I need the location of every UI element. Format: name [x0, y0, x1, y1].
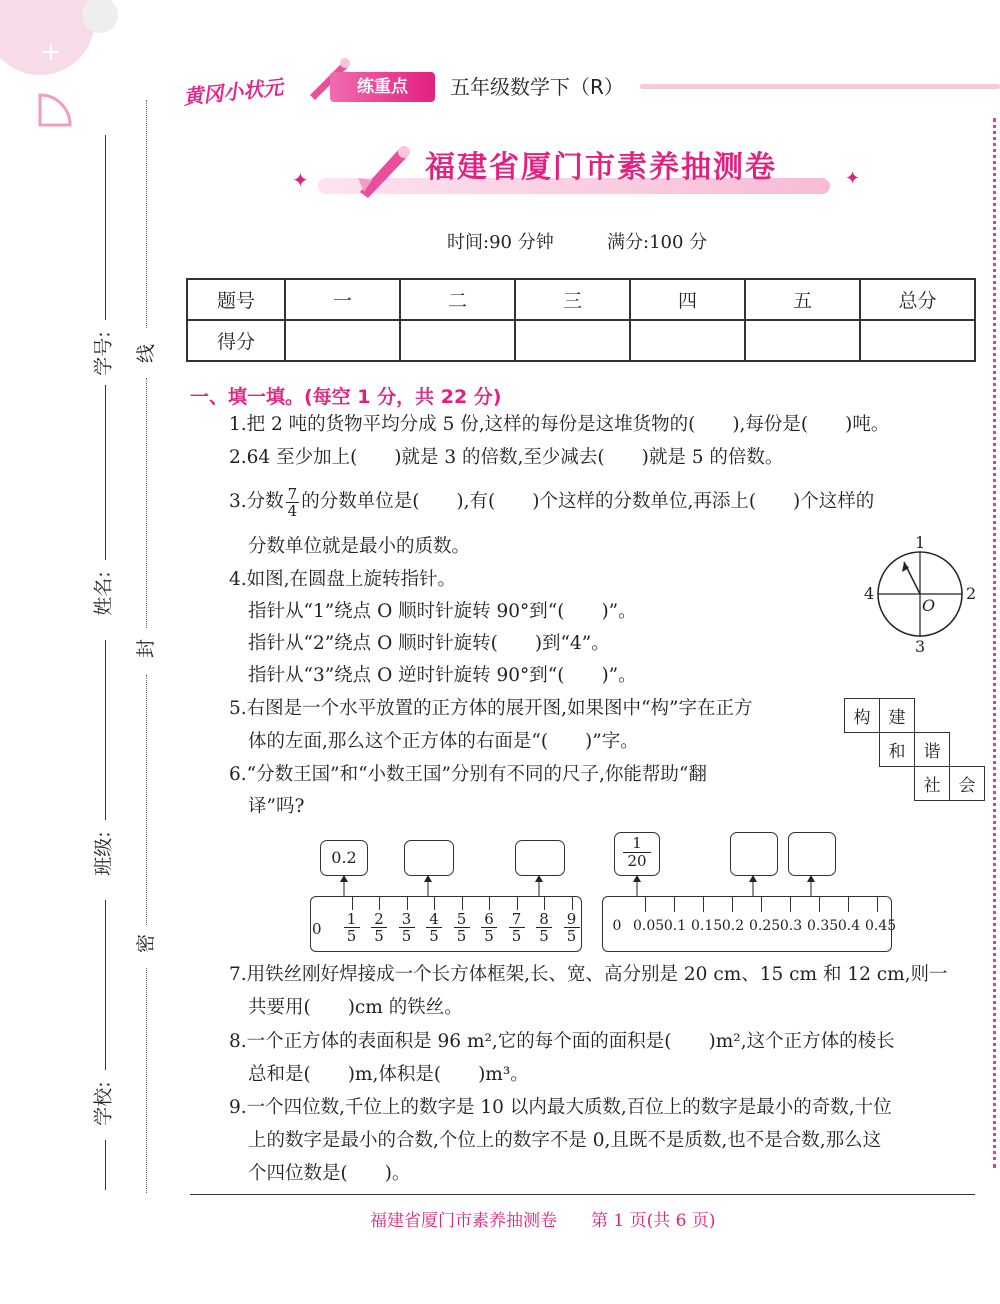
score-input[interactable]	[745, 320, 860, 361]
net-face: 和	[880, 733, 915, 767]
seal-line	[146, 100, 147, 328]
empty-cell	[845, 767, 880, 801]
ruler-label: 4 5	[426, 911, 442, 944]
question-8: 8.一个正方体的表面积是 96 m²,它的每个面的面积是( )m²,这个正方体的棱长	[229, 1031, 895, 1052]
net-face: 建	[880, 699, 915, 733]
ruler-tick	[434, 896, 435, 910]
ruler-tick	[407, 896, 408, 910]
name-label: 姓名:	[92, 571, 115, 616]
section-heading: 一、填一填。(每空 1 分，共 22 分)	[190, 386, 502, 408]
empty-cell	[950, 699, 985, 733]
fraction-denominator: 20	[627, 852, 647, 870]
ruler-label: 0.05	[633, 918, 665, 934]
question-5: 5.右图是一个水平放置的正方体的展开图,如果图中“构”字在正方	[229, 698, 753, 719]
question-7: 7.用铁丝刚好焊接成一个长方体框架,长、宽、高分别是 20 cm、15 cm 和 12 cm,则一	[229, 964, 948, 985]
answer-box-filled: 0.2	[320, 840, 368, 876]
answer-box[interactable]	[515, 840, 565, 876]
student-id-label: 学号:	[92, 331, 115, 376]
answer-box-filled	[614, 832, 660, 876]
ruler-label: 0.1	[663, 918, 687, 934]
dial-label-1: 1	[915, 533, 926, 552]
empty-cell	[950, 733, 985, 767]
ruler-label: 9 5	[564, 911, 580, 944]
title-rocket-icon	[350, 130, 420, 200]
ruler-label: 0.3	[779, 918, 803, 934]
sparkle-icon: ✦	[845, 168, 861, 189]
net-face: 构	[845, 699, 880, 733]
ruler-tick	[674, 896, 675, 912]
margin-line	[105, 385, 106, 560]
question-3-text: 3.分数	[229, 491, 284, 512]
dial-label-2: 2	[966, 584, 977, 603]
question-3-text: 的分数单位是( ),有( )个这样的分数单位,再添上( )个这样的	[301, 491, 875, 512]
ruler-label: 2 5	[371, 911, 387, 944]
ruler-label: 6 5	[481, 911, 497, 944]
question-3-cont: 分数单位就是最小的质数。	[248, 536, 471, 557]
empty-cell	[880, 767, 915, 801]
question-9-cont: 个四位数是( )。	[248, 1163, 411, 1184]
ruler-tick	[544, 896, 545, 910]
net-face: 会	[950, 767, 985, 801]
table-cell: 三	[515, 279, 630, 320]
question-4-line: 指针从“2”绕点 O 顺时针旋转( )到“4”。	[248, 633, 610, 654]
arrow-icons	[600, 874, 900, 898]
net-face: 谐	[915, 733, 950, 767]
question-1: 1.把 2 吨的货物平均分成 5 份,这样的每份是这堆货物的( ),每份是( )吨。	[229, 414, 890, 435]
school-label: 学校:	[92, 1081, 115, 1126]
table-cell: 题号	[187, 279, 285, 320]
ruler-label: 5 5	[454, 911, 470, 944]
table-row	[187, 320, 975, 361]
question-5-cont: 体的左面,那么这个正方体的右面是“( )”字。	[248, 731, 639, 752]
seal-line	[146, 675, 147, 925]
question-8-cont: 总和是( )m,体积是( )m³。	[248, 1064, 529, 1085]
page-title: 福建省厦门市素养抽测卷	[425, 150, 777, 185]
header-rule	[640, 84, 1000, 89]
ruler-tick	[703, 896, 704, 912]
corner-decoration	[0, 0, 120, 130]
question-7-cont: 共要用( )cm 的铁丝。	[248, 997, 463, 1018]
ruler-label: 7 5	[509, 911, 525, 944]
table-row	[845, 767, 985, 801]
ruler-tick	[848, 896, 849, 912]
dial-label-4: 4	[864, 584, 875, 603]
ruler-tick	[572, 896, 573, 910]
question-9-cont: 上的数字是最小的合数,个位上的数字不是 0,且既不是质数,也不是合数,那么这	[248, 1130, 882, 1151]
ruler-label: 0.4	[837, 918, 861, 934]
fraction-denominator: 4	[287, 501, 298, 520]
class-label: 班级:	[92, 831, 115, 876]
ruler-label: 8 5	[536, 911, 552, 944]
margin-line	[105, 1140, 106, 1190]
sparkle-icon: ✦	[292, 168, 309, 192]
dial-center-label: O	[922, 596, 936, 615]
question-6-cont: 译”吗?	[248, 796, 305, 817]
fraction-ruler-marks	[310, 896, 580, 952]
score-input[interactable]	[400, 320, 515, 361]
seal-mark-secret: 密	[135, 933, 158, 954]
page-footer: 福建省厦门市素养抽测卷 第 1 页(共 6 页)	[370, 1211, 716, 1231]
margin-line	[105, 135, 106, 320]
arrow-icons	[300, 874, 600, 898]
ruler-tick	[379, 896, 380, 910]
time-limit: 时间:90 分钟	[447, 232, 554, 253]
table-cell: 得分	[187, 320, 285, 361]
ruler-tick	[352, 896, 353, 910]
seal-line	[146, 378, 147, 628]
ruler-tick	[761, 896, 762, 912]
question-6: 6.“分数王国”和“小数王国”分别有不同的尺子,你能帮助“翻	[229, 764, 707, 785]
question-4: 4.如图,在圆盘上旋转指针。	[229, 569, 457, 590]
fraction-numerator: 7	[287, 484, 298, 503]
ruler-tick	[819, 896, 820, 912]
svg-text:+: +	[40, 37, 62, 67]
table-row	[845, 699, 985, 733]
ruler-tick	[732, 896, 733, 912]
ruler-tick	[790, 896, 791, 912]
score-input[interactable]	[860, 320, 975, 361]
answer-box[interactable]	[730, 832, 778, 876]
question-3	[229, 482, 874, 522]
table-cell: 四	[630, 279, 745, 320]
ruler-label: 0.2	[721, 918, 745, 934]
ruler-tick	[462, 896, 463, 910]
empty-cell	[845, 733, 880, 767]
table-cell: 总分	[860, 279, 975, 320]
answer-box[interactable]	[788, 832, 836, 876]
seal-line	[146, 968, 147, 1193]
ruler-label: 0	[612, 918, 622, 934]
margin-line	[105, 640, 106, 820]
question-9: 9.一个四位数,千位上的数字是 10 以内最大质数,百位上的数字是最小的奇数,十位	[229, 1097, 892, 1118]
table-cell: 一	[285, 279, 400, 320]
score-input[interactable]	[515, 320, 630, 361]
fraction-numerator: 1	[623, 835, 651, 853]
fraction	[286, 486, 300, 519]
table-cell: 二	[400, 279, 515, 320]
ruler-label: 3 5	[399, 911, 415, 944]
ruler-tick	[645, 896, 646, 912]
footer-rule	[190, 1194, 975, 1195]
question-4-line: 指针从“1”绕点 O 顺时针旋转 90°到“( )”。	[248, 601, 637, 622]
question-4-line: 指针从“3”绕点 O 逆时针旋转 90°到“( )”。	[248, 665, 637, 686]
seal-mark-seal: 封	[135, 638, 158, 659]
empty-cell	[915, 699, 950, 733]
grade-label: 五年级数学下（R）	[450, 75, 624, 99]
score-input[interactable]	[285, 320, 400, 361]
question-2: 2.64 至少加上( )就是 3 的倍数,至少减去( )就是 5 的倍数。	[229, 447, 784, 468]
decimal-ruler-marks	[602, 896, 897, 952]
ruler-tick	[517, 896, 518, 910]
brand-logo: 黄冈小状元	[182, 74, 285, 110]
margin-line	[105, 900, 106, 1070]
ruler-label: 0.35	[807, 918, 839, 934]
ruler-label: 1 5	[344, 911, 360, 944]
table-row	[187, 279, 975, 320]
ruler-label: 0.45	[865, 918, 897, 934]
table-cell: 五	[745, 279, 860, 320]
dial-label-3: 3	[915, 637, 926, 656]
score-table	[186, 278, 976, 362]
net-face: 社	[915, 767, 950, 801]
seal-mark-line: 线	[135, 343, 158, 364]
cube-net	[844, 698, 985, 801]
ruler-tick	[877, 896, 878, 912]
answer-box[interactable]	[404, 840, 454, 876]
ruler-label: 0.25	[749, 918, 781, 934]
score-input[interactable]	[630, 320, 745, 361]
full-score: 满分:100 分	[607, 232, 708, 253]
right-dotted-border	[993, 118, 996, 1168]
ruler-label: 0.15	[691, 918, 723, 934]
ruler-label: 0	[312, 920, 322, 938]
ruler-tick	[489, 896, 490, 910]
series-label: 练重点	[330, 72, 435, 102]
table-row	[845, 733, 985, 767]
